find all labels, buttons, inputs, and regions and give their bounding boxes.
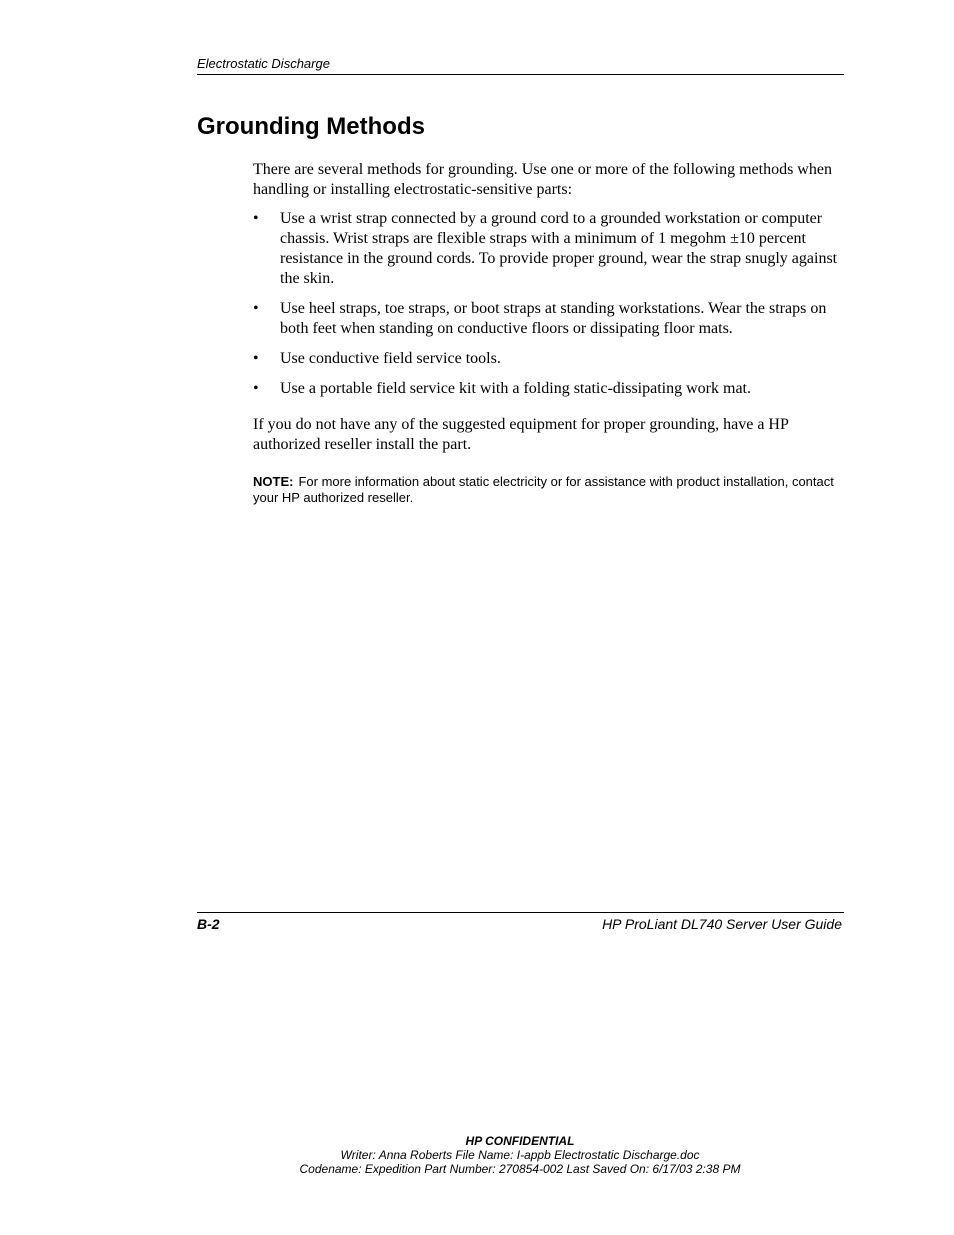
list-item-text: Use conductive field service tools. <box>280 350 501 367</box>
confidential-title: HP CONFIDENTIAL <box>465 1134 575 1148</box>
list-item <box>253 299 848 339</box>
list-item-text: Use a portable field service kit with a folding static-dissipating work mat. <box>280 380 751 397</box>
bullet-icon: • <box>253 210 259 227</box>
section-title: Grounding Methods <box>197 113 425 140</box>
closing-paragraph: If you do not have any of the suggested equipment for proper grounding, have a HP authorized reseller install the part. <box>253 416 789 453</box>
running-header: Electrostatic Discharge <box>197 56 844 75</box>
list-item-text: Use heel straps, toe straps, or boot straps at standing workstations. Wear the straps on both feet when standing on conductive floors or dissipating floor mats. <box>280 300 827 337</box>
bullet-icon: • <box>253 380 259 397</box>
bullet-icon: • <box>253 300 259 317</box>
intro-paragraph: There are several methods for grounding. Use one or more of the following methods when handling or installing electrostatic-sensitive parts: <box>253 161 832 198</box>
page-number: B-2 <box>197 916 220 932</box>
document-title: HP ProLiant DL740 Server User Guide <box>602 916 842 932</box>
list-item <box>253 209 848 289</box>
confidential-writer-line: Writer: Anna Roberts File Name: I-appb Electrostatic Discharge.doc <box>340 1148 700 1162</box>
note-text: For more information about static electricity or for assistance with product installation, contact your HP authorized reseller. <box>253 474 834 505</box>
list-item-text: Use a wrist strap connected by a ground cord to a grounded workstation or computer chassis. Wrist straps are flexible straps with a minimum of 1 megohm ±10 percent resistance in the ground cords. To provide proper ground, wear the strap snugly against the skin. <box>280 210 838 287</box>
confidential-codename-line: Codename: Expedition Part Number: 270854-002 Last Saved On: 6/17/03 2:38 PM <box>299 1162 741 1176</box>
footer-rule <box>197 912 844 913</box>
list-item <box>253 379 848 399</box>
note <box>253 474 848 506</box>
bullet-icon: • <box>253 350 259 367</box>
confidential-block <box>0 1134 954 1176</box>
note-label: NOTE: <box>253 474 294 489</box>
list-item <box>253 349 848 369</box>
grounding-methods-list <box>253 209 848 409</box>
